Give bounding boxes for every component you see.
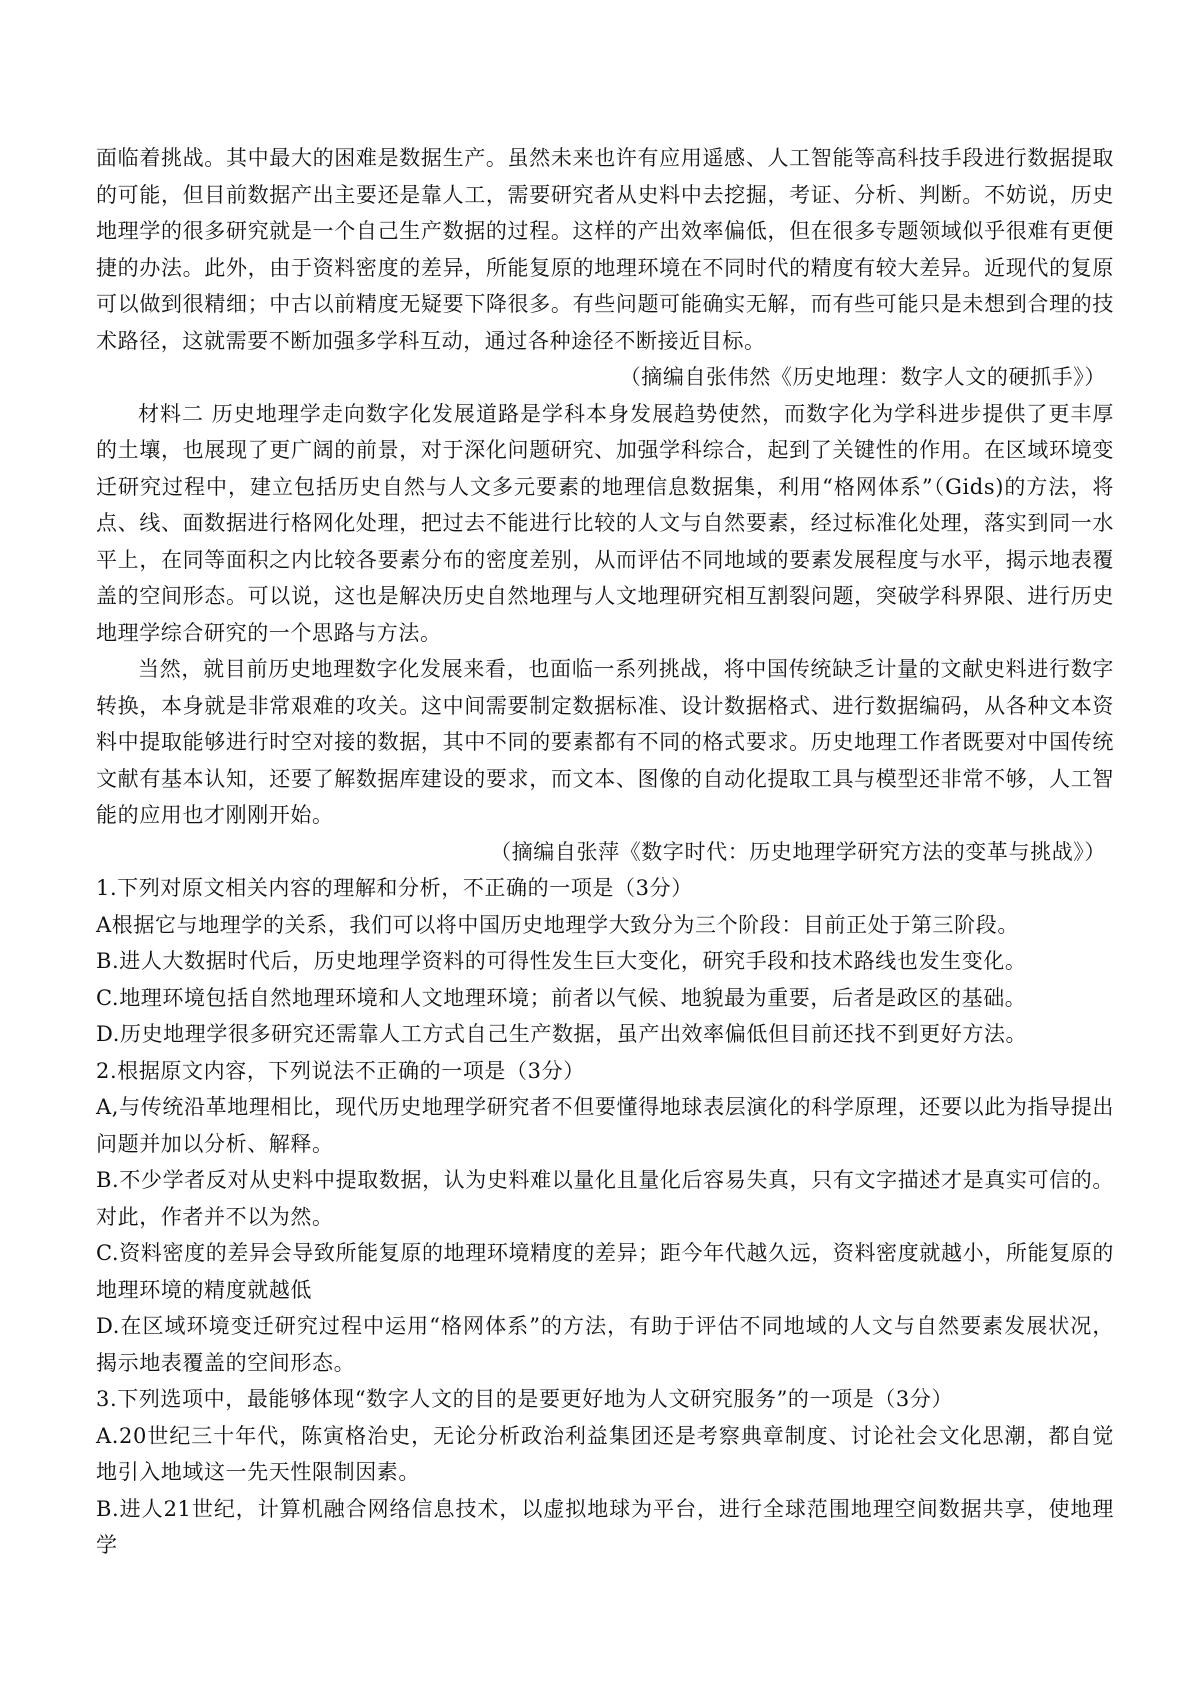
material-two-source: （摘编自张萍《数字时代：历史地理学研究方法的变革与挑战》）	[490, 839, 1106, 864]
option-b: B.不少学者反对从史料中提取数据，认为史料难以量化且量化后容易失真，只有文字描述才是真实可信的。对此，作者并不以为然。	[96, 1168, 1114, 1229]
question-2	[96, 1053, 1114, 1382]
question-3	[96, 1381, 1114, 1564]
option-a: A.20世纪三十年代，陈寅格治史，无论分析政治利益集团还是考察典章制度、讨论社会文化思潮，都自觉地引入地域这一先天性限制因素。	[96, 1423, 1114, 1484]
option-a: A根据它与地理学的关系，我们可以将中国历史地理学大致分为三个阶段：目前正处于第三阶段。	[96, 912, 1019, 937]
option-b: B.进人21世纪，计算机融合网络信息技术，以虚拟地球为平台，进行全球范围地理空间数据共享，使地理学	[96, 1496, 1114, 1557]
option-d: D.在区域环境变迁研究过程中运用“格网体系”的方法，有助于评估不同地域的人文与自然要素发展状况，揭示地表覆盖的空间形态。	[96, 1314, 1114, 1375]
question-stem: 3.下列选项中，最能够体现“数字人文的目的是要更好地为人文研究服务”的一项是（3分）	[96, 1387, 954, 1411]
material-two-paragraph-2: 当然，就目前历史地理数字化发展来看，也面临一系列挑战，将中国传统缺乏计量的文献史料进行数字转换，本身就是非常艰难的攻关。这中间需要制定数据标准、设计数据格式、进行数据编码，从各种文本资料中提取能够进行时空对接的数据，其中不同的要素都有不同的格式要求。历史地理工作者既要对中国传统文献有基本认知，还要了解数据库建设的要求，而文本、图像的自动化提取工具与模型还非常不够，人工智能的应用也才刚刚开始。	[96, 657, 1114, 827]
option-d: D.历史地理学很多研究还需靠人工方式自己生产数据，虽产出效率偏低但目前还找不到更好方法。	[96, 1022, 1028, 1046]
option-c: C.地理环境包括自然地理环境和人文地理环境；前者以气候、地貌最为重要，后者是政区的基础。	[96, 985, 1027, 1010]
option-c: C.资料密度的差异会导致所能复原的地理环境精度的差异；距今年代越久远，资料密度就越小，所能复原的地理环境的精度就越低	[96, 1241, 1114, 1302]
material-one-source: （摘编自张伟然《历史地理：数字人文的硬抓手》）	[619, 365, 1106, 389]
question-stem: 2.根据原文内容，下列说法不正确的一项是（3分）	[96, 1058, 585, 1083]
option-b: B.进人大数据时代后，历史地理学资料的可得性发生巨大变化，研究手段和技术路线也发生变化。	[96, 949, 1027, 973]
exam-page	[96, 140, 1114, 1564]
question-stem: 1.下列对原文相关内容的理解和分析，不正确的一项是（3分）	[96, 876, 693, 900]
material-one-body: 面临着挑战。其中最大的困难是数据生产。虽然未来也许有应用遥感、人工智能等高科技手段进行数据提取的可能，但目前数据产出主要还是靠人工，需要研究者从史料中去挖掘，考证、分析、判断。不妨说，历史地理学的很多研究就是一个自己生产数据的过程。这样的产出效率偏低，但在很多专题领域似乎很难有更便捷的办法。此外，由于资料密度的差异，所能复原的地理环境在不同时代的精度有较大差异。近现代的复原可以做到很精细；中古以前精度无疑要下降很多。有些问题可能确实无解，而有些可能只是未想到合理的技术路径，这就需要不断加强多学科互动，通过各种途径不断接近目标。	[96, 146, 1114, 353]
option-a: A,与传统沿革地理相比，现代历史地理学研究者不但要懂得地球表层演化的科学原理，还要以此为指导提出问题并加以分析、解释。	[96, 1095, 1114, 1156]
question-1	[96, 870, 1114, 1053]
material-two-paragraph-1: 材料二 历史地理学走向数字化发展道路是学科本身发展趋势使然，而数字化为学科进步提供了更丰厚的土壤，也展现了更广阔的前景，对于深化问题研究、加强学科综合，起到了关键性的作用。在区域环境变迁研究过程中，建立包括历史自然与人文多元要素的地理信息数据集，利用“格网体系”（Gids)的方法，将点、线、面数据进行格网化处理，把过去不能进行比较的人文与自然要素，经过标准化处理，落实到同一水平上，在同等面积之内比较各要素分布的密度差别，从而评估不同地域的要素发展程度与水平，揭示地表覆盖的空间形态。可以说，这也是解决历史自然地理与人文地理研究相互割裂问题，突破学科界限、进行历史地理学综合研究的一个思路与方法。	[96, 401, 1114, 645]
